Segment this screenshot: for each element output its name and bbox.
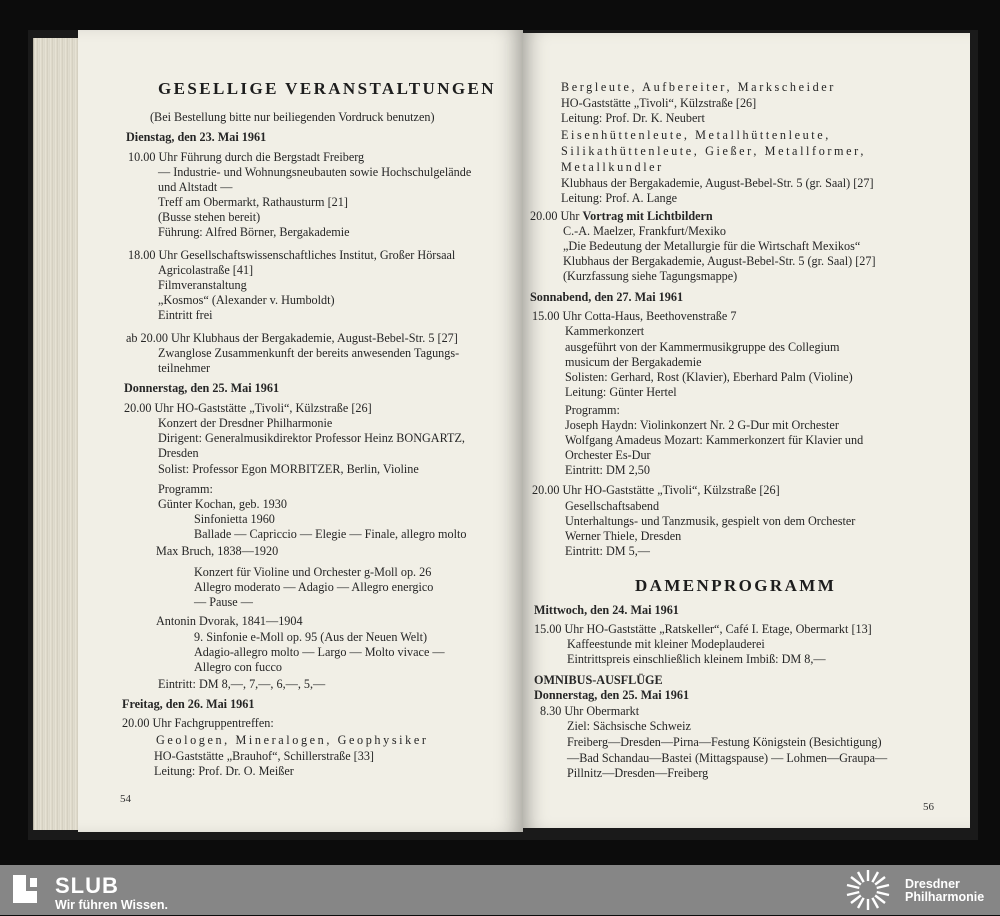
philharmonie-name: [905, 878, 984, 904]
event-line: Eintritt frei: [158, 308, 213, 322]
event-line: Solisten: Gerhard, Rost (Klavier), Eberhard Palm (Violine): [565, 370, 853, 384]
event-line: Günter Kochan, geb. 1930: [158, 497, 287, 511]
page-edge-stack: [33, 38, 84, 830]
day-heading: Sonnabend, den 27. Mai 1961: [530, 290, 684, 304]
philharmonie-name-line1: Dresdner: [905, 877, 960, 891]
event-line: Programm:: [158, 482, 213, 496]
event-line: Freiberg—Dresden—Pirna—Festung Königstein (Besichtigung): [567, 735, 882, 749]
event-line: Leitung: Prof. A. Lange: [561, 191, 678, 205]
event-line: C.-A. Maelzer, Frankfurt/Mexiko: [563, 224, 726, 238]
event-line: Orchester Es-Dur: [565, 448, 651, 462]
event-line: Dirigent: Generalmusikdirektor Professor Heinz BONGARTZ,: [158, 431, 465, 445]
event-line: Filmveranstaltung: [158, 278, 247, 292]
event-line: 20.00 Uhr Fachgruppentreffen:: [122, 716, 274, 730]
event-line: —Bad Schandau—Bastei (Mittagspause) — Lohmen—Graupa—: [567, 751, 888, 765]
event-line: Allegro moderato — Adagio — Allegro energico: [194, 580, 434, 594]
slub-logo-icon[interactable]: [12, 873, 42, 905]
event-time: 20.00 Uhr: [530, 209, 583, 223]
event-line: „Kosmos“ (Alexander v. Humboldt): [158, 293, 335, 307]
event-line: Eintritt: DM 2,50: [565, 463, 650, 477]
event-line: — Industrie- und Wohnungsneubauten sowie Hochschulgelände: [158, 165, 472, 179]
event-line: Ballade — Capriccio — Elegie — Finale, allegro molto: [194, 527, 467, 541]
event-line: Silikathüttenleute, Gießer, Metallformer,: [561, 144, 866, 158]
event-line: ausgeführt von der Kammermusikgruppe des Collegium: [565, 340, 840, 354]
event-line: (Kurzfassung siehe Tagungsmappe): [563, 269, 738, 283]
event-line: Geologen, Mineralogen, Geophysiker: [156, 733, 429, 747]
day-heading: Donnerstag, den 25. Mai 1961: [534, 688, 690, 702]
event-line: Agricolastraße [41]: [158, 263, 254, 277]
event-line: Eisenhüttenleute, Metallhüttenleute,: [561, 128, 831, 142]
event-line: teilnehmer: [158, 361, 211, 375]
event-line: Zwanglose Zusammenkunft der bereits anwesenden Tagungs-: [158, 346, 460, 360]
event-line: ab 20.00 Uhr Klubhaus der Bergakademie, August-Bebel-Str. 5 [27]: [126, 331, 458, 345]
event-line: Unterhaltungs- und Tanzmusik, gespielt von dem Orchester: [565, 514, 856, 528]
right-page: [523, 33, 970, 828]
event-line: Solist: Professor Egon MORBITZER, Berlin, Violine: [158, 462, 419, 476]
page-number: 56: [923, 801, 934, 813]
event-line: 18.00 Uhr Gesellschaftswissenschaftliches Institut, Großer Hörsaal: [128, 248, 456, 262]
event-line: Leitung: Günter Hertel: [565, 385, 677, 399]
event-line: Programm:: [565, 403, 620, 417]
event-line: Eintritt: DM 8,—, 7,—, 6,—, 5,—: [158, 677, 326, 691]
event-line: Joseph Haydn: Violinkonzert Nr. 2 G-Dur mit Orchester: [565, 418, 839, 432]
event-line: „Die Bedeutung der Metallurgie für die Wirtschaft Mexikos“: [563, 239, 861, 253]
event-line: Leitung: Prof. Dr. K. Neubert: [561, 111, 705, 125]
event-line: (Busse stehen bereit): [158, 210, 261, 224]
event-line: 15.00 Uhr HO-Gaststätte „Ratskeller“, Café I. Etage, Obermarkt [13]: [534, 622, 872, 636]
event-line: Klubhaus der Bergakademie, August-Bebel-Str. 5 (gr. Saal) [27]: [563, 254, 876, 268]
event-line: Allegro con fucco: [194, 660, 282, 674]
event-line: und Altstadt —: [158, 180, 233, 194]
page-number: 54: [120, 793, 131, 805]
event-line: — Pause —: [194, 595, 253, 609]
left-page: [78, 30, 523, 832]
event-line: 8.30 Uhr Obermarkt: [540, 704, 640, 718]
page-title: GESELLIGE VERANSTALTUNGEN: [158, 79, 496, 98]
event-line: Werner Thiele, Dresden: [565, 529, 682, 543]
event-line: [530, 209, 713, 224]
footer-bar: [0, 865, 1000, 915]
event-line: Leitung: Prof. Dr. O. Meißer: [154, 764, 294, 778]
event-line: Max Bruch, 1838—1920: [156, 544, 279, 558]
event-line: Kaffeestunde mit kleiner Modeplauderei: [567, 637, 765, 651]
event-line: Konzert der Dresdner Philharmonie: [158, 416, 333, 430]
day-heading: Dienstag, den 23. Mai 1961: [126, 130, 267, 144]
day-heading: Donnerstag, den 25. Mai 1961: [124, 381, 280, 395]
day-heading: Mittwoch, den 24. Mai 1961: [534, 603, 679, 617]
event-line: 10.00 Uhr Führung durch die Bergstadt Freiberg: [128, 150, 365, 164]
event-line: Pillnitz—Dresden—Freiberg: [567, 766, 709, 780]
event-line: Wolfgang Amadeus Mozart: Kammerkonzert für Klavier und: [565, 433, 864, 447]
order-note: (Bei Bestellung bitte nur beiliegenden Vordruck benutzen): [150, 110, 435, 124]
event-line: Ziel: Sächsische Schweiz: [567, 719, 691, 733]
slub-brand[interactable]: SLUB: [55, 873, 119, 898]
event-line: Kammerkonzert: [565, 324, 645, 338]
event-line: Klubhaus der Bergakademie, August-Bebel-Str. 5 (gr. Saal) [27]: [561, 176, 874, 190]
philharmonie-name-line2: Philharmonie: [905, 890, 985, 904]
event-line: HO-Gaststätte „Brauhof“, Schillerstraße [33]: [154, 749, 374, 763]
event-line: 15.00 Uhr Cotta-Haus, Beethovenstraße 7: [532, 309, 737, 323]
event-title: Vortrag mit Lichtbildern: [582, 209, 713, 223]
event-line: Antonin Dvorak, 1841—1904: [156, 614, 303, 628]
event-line: Eintritt: DM 5,—: [565, 544, 650, 558]
event-line: Führung: Alfred Börner, Bergakademie: [158, 225, 350, 239]
event-line: Metallkundler: [561, 160, 664, 174]
event-line: Gesellschaftsabend: [565, 499, 660, 513]
event-line: musicum der Bergakademie: [565, 355, 702, 369]
event-line: HO-Gaststätte „Tivoli“, Külzstraße [26]: [561, 96, 757, 110]
event-line: 9. Sinfonie e-Moll op. 95 (Aus der Neuen Welt): [194, 630, 428, 644]
day-heading: Freitag, den 26. Mai 1961: [122, 697, 255, 711]
event-line: 20.00 Uhr HO-Gaststätte „Tivoli“, Külzstraße [26]: [532, 483, 780, 497]
section-heading: OMNIBUS-AUSFLÜGE: [534, 673, 663, 687]
event-line: Treff am Obermarkt, Rathausturm [21]: [158, 195, 348, 209]
section-title: DAMENPROGRAMM: [635, 576, 837, 595]
event-line: Sinfonietta 1960: [194, 512, 275, 526]
event-line: Bergleute, Aufbereiter, Markscheider: [561, 80, 836, 94]
event-line: Eintrittspreis einschließlich kleinem Imbiß: DM 8,—: [567, 652, 826, 666]
event-line: Konzert für Violine und Orchester g-Moll op. 26: [194, 565, 432, 579]
slub-tagline: Wir führen Wissen.: [55, 898, 168, 912]
event-line: Adagio-allegro molto — Largo — Molto vivace —: [194, 645, 445, 659]
event-line: 20.00 Uhr HO-Gaststätte „Tivoli“, Külzstraße [26]: [124, 401, 372, 415]
event-line: Dresden: [158, 446, 199, 460]
philharmonie-sunburst-icon[interactable]: [842, 869, 894, 911]
